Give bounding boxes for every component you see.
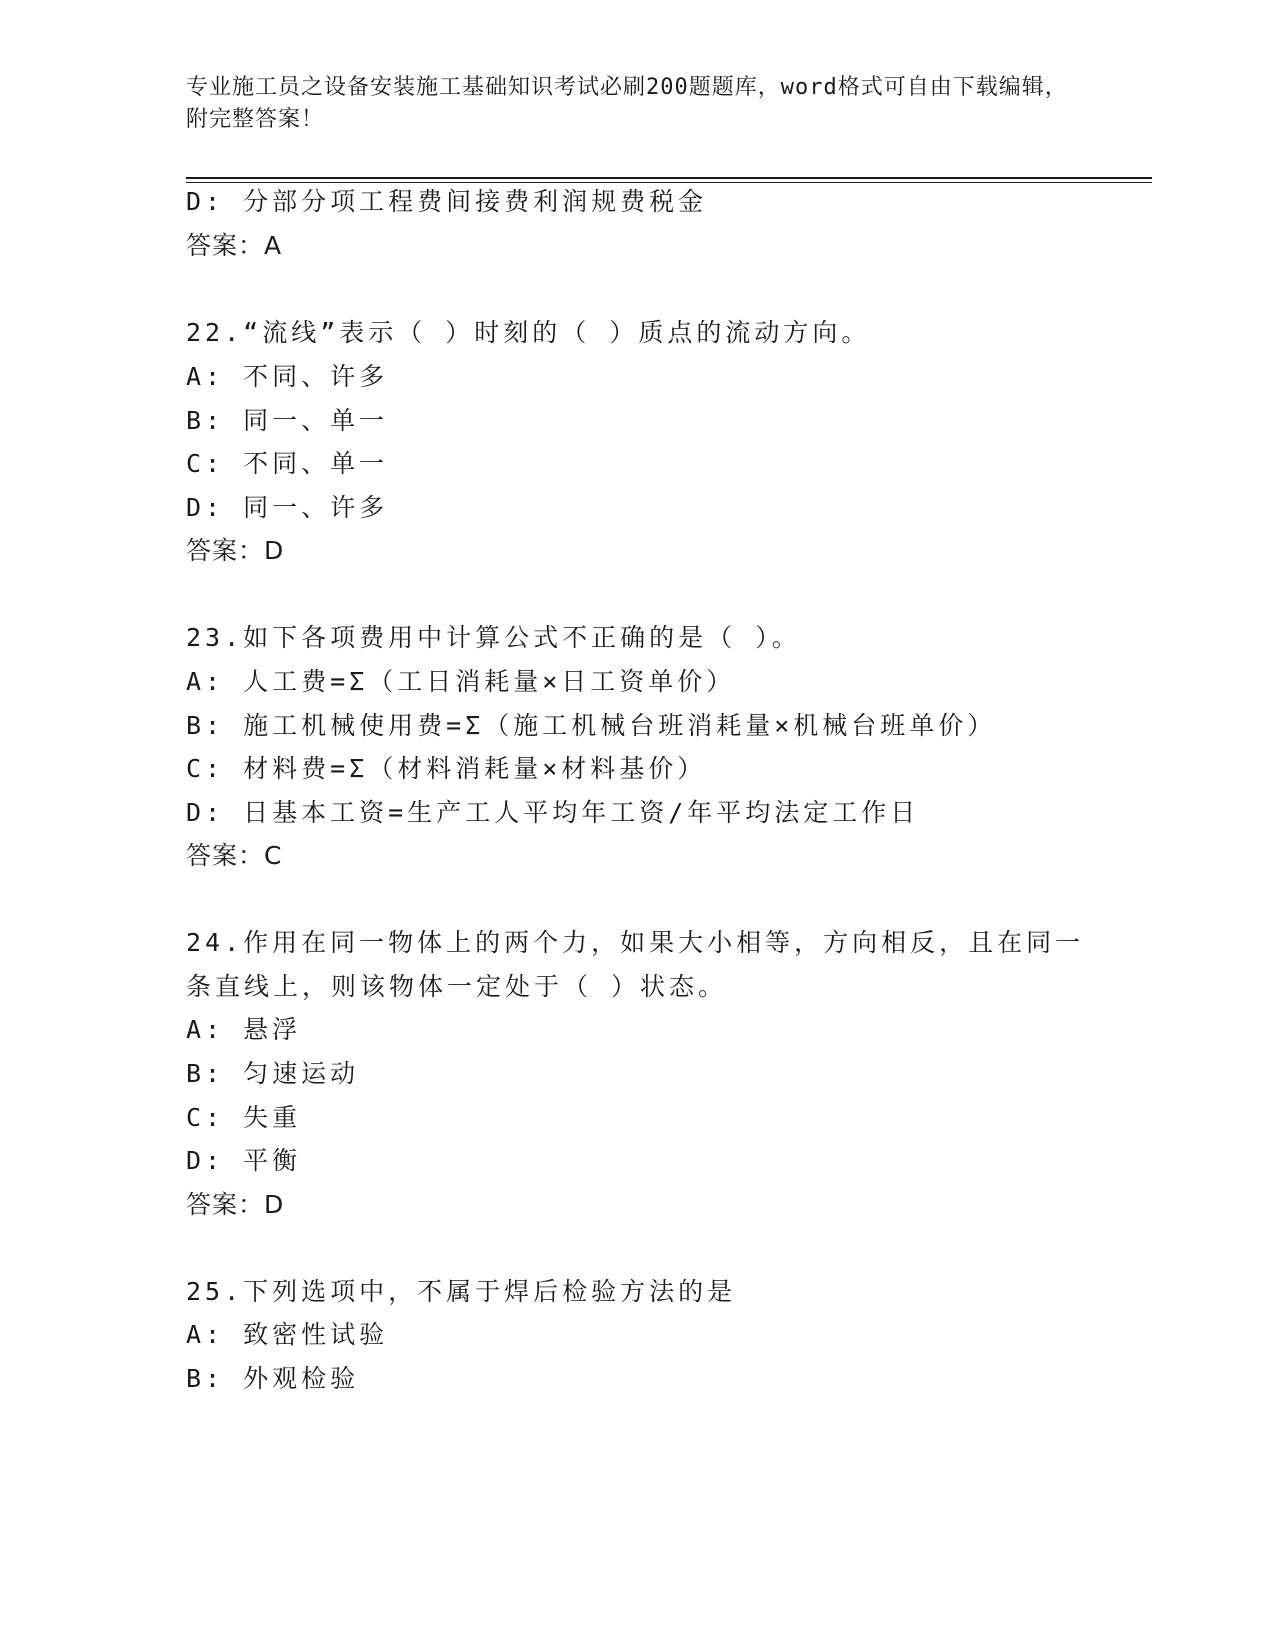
question-24-option-c: C: 失重 (186, 1103, 302, 1132)
question-25-option-a: A: 致密性试验 (186, 1320, 389, 1349)
question-22-option-a: A: 不同、许多 (186, 362, 389, 391)
question-23-option-d: D: 日基本工资=生产工人平均年工资/年平均法定工作日 (186, 798, 920, 827)
header-rule-thin (186, 182, 1152, 183)
header-rule-thick (186, 177, 1152, 179)
question-22-option-c: C: 不同、单一 (186, 449, 389, 478)
question-24-option-d: D: 平衡 (186, 1146, 302, 1175)
question-24-answer: 答案：D (186, 1190, 285, 1219)
question-24-stem-line-2: 条直线上，则该物体一定处于（ ）状态。 (186, 972, 728, 1001)
question-24-option-a: A: 悬浮 (186, 1015, 302, 1044)
question-23-option-b: B: 施工机械使用费=Σ（施工机械台班消耗量×机械台班单价） (186, 711, 997, 740)
question-24-stem-line-1: 24.作用在同一物体上的两个力，如果大小相等，方向相反，且在同一 (186, 928, 1085, 957)
question-23-option-a: A: 人工费=Σ（工日消耗量×日工资单价） (186, 667, 736, 696)
question-22-option-b: B: 同一、单一 (186, 406, 389, 435)
question-23-answer: 答案：C (186, 841, 283, 870)
question-24-option-b: B: 匀速运动 (186, 1059, 360, 1088)
question-22-option-d: D: 同一、许多 (186, 493, 389, 522)
prev-question-answer: 答案：A (186, 231, 283, 260)
question-22-answer: 答案：D (186, 536, 285, 565)
question-23-stem: 23.如下各项费用中计算公式不正确的是（ ）。 (186, 623, 801, 652)
question-22-stem: 22.“流线”表示（ ）时刻的（ ）质点的流动方向。 (186, 318, 871, 347)
document-header: 专业施工员之设备安装施工基础知识考试必刷200题题库，word格式可自由下载编辑，附完整答案！ (186, 75, 1068, 132)
question-23-option-c: C: 材料费=Σ（材料消耗量×材料基价） (186, 754, 707, 783)
prev-question-option-d: D: 分部分项工程费间接费利润规费税金 (186, 187, 708, 216)
question-25-option-b: B: 外观检验 (186, 1364, 360, 1393)
question-25-stem: 25.下列选项中，不属于焊后检验方法的是 (186, 1277, 737, 1306)
